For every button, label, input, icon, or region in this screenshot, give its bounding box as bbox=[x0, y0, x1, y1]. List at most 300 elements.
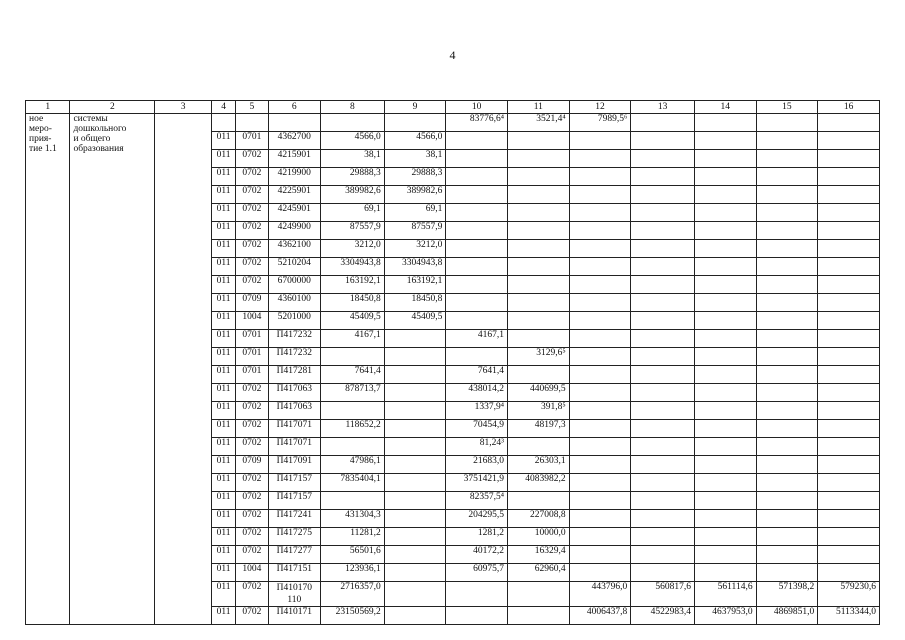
table-cell bbox=[818, 564, 880, 582]
table-cell: 0702 bbox=[236, 258, 268, 276]
table-cell bbox=[631, 240, 695, 258]
table-cell bbox=[569, 366, 631, 384]
table-cell bbox=[384, 402, 446, 420]
table-cell: 391,8⁵ bbox=[508, 402, 570, 420]
table-cell bbox=[818, 384, 880, 402]
table-cell bbox=[384, 528, 446, 546]
table-cell bbox=[569, 150, 631, 168]
table-cell: 3212,0 bbox=[321, 240, 385, 258]
table-cell bbox=[446, 204, 508, 222]
table-cell bbox=[631, 348, 695, 366]
table-cell bbox=[384, 384, 446, 402]
table-cell: 0702 bbox=[236, 204, 268, 222]
table-cell: 82357,5⁴ bbox=[446, 492, 508, 510]
column-header: 1 bbox=[26, 101, 70, 114]
table-cell: 7989,5⁶ bbox=[569, 114, 631, 132]
table-cell: 560817,6 bbox=[631, 582, 695, 607]
table-cell bbox=[631, 168, 695, 186]
table-cell: 69,1 bbox=[321, 204, 385, 222]
table-cell: П417063 bbox=[268, 384, 321, 402]
table-cell: 4362700 bbox=[268, 132, 321, 150]
table-cell bbox=[631, 402, 695, 420]
table-cell: 69,1 bbox=[384, 204, 446, 222]
column-header: 4 bbox=[211, 101, 235, 114]
table-cell bbox=[384, 582, 446, 607]
table-cell: 4225901 bbox=[268, 186, 321, 204]
table-cell: 011 bbox=[211, 492, 235, 510]
table-cell: 440699,5 bbox=[508, 384, 570, 402]
empty-cell bbox=[155, 114, 212, 625]
table-cell bbox=[631, 150, 695, 168]
table-cell: 011 bbox=[211, 222, 235, 240]
table-cell bbox=[508, 438, 570, 456]
table-cell bbox=[694, 240, 756, 258]
table-cell bbox=[756, 222, 818, 240]
table-cell: П417232 bbox=[268, 330, 321, 348]
table-cell bbox=[694, 276, 756, 294]
table-cell: 443796,0 bbox=[569, 582, 631, 607]
table-cell: 4215901 bbox=[268, 150, 321, 168]
table-cell: 10000,0 bbox=[508, 528, 570, 546]
table-cell bbox=[569, 456, 631, 474]
table-cell bbox=[569, 402, 631, 420]
table-cell bbox=[756, 528, 818, 546]
table-cell bbox=[508, 204, 570, 222]
table-cell bbox=[446, 186, 508, 204]
table-cell bbox=[694, 564, 756, 582]
table-cell: 60975,7 bbox=[446, 564, 508, 582]
table-cell bbox=[818, 186, 880, 204]
table-cell: 3751421,9 bbox=[446, 474, 508, 492]
table-cell bbox=[508, 366, 570, 384]
table-cell bbox=[818, 150, 880, 168]
table-cell: 011 bbox=[211, 402, 235, 420]
table-cell: 4245901 bbox=[268, 204, 321, 222]
table-cell bbox=[268, 114, 321, 132]
table-cell bbox=[756, 330, 818, 348]
table-cell: 5210204 bbox=[268, 258, 321, 276]
table-cell: 011 bbox=[211, 204, 235, 222]
table-cell bbox=[756, 456, 818, 474]
table-cell bbox=[631, 564, 695, 582]
table-cell bbox=[631, 474, 695, 492]
table-cell bbox=[694, 546, 756, 564]
table-cell: 83776,6⁴ bbox=[446, 114, 508, 132]
table-cell: 23150569,2 bbox=[321, 607, 385, 625]
table-cell bbox=[694, 258, 756, 276]
table-cell: П417091 bbox=[268, 456, 321, 474]
table-cell bbox=[631, 546, 695, 564]
table-cell: 011 bbox=[211, 384, 235, 402]
table-cell: 011 bbox=[211, 366, 235, 384]
budget-table bbox=[25, 100, 880, 625]
table-cell bbox=[569, 204, 631, 222]
column-header: 16 bbox=[818, 101, 880, 114]
table-cell bbox=[694, 384, 756, 402]
table-cell bbox=[694, 330, 756, 348]
table-cell: 0702 bbox=[236, 402, 268, 420]
table-cell bbox=[211, 114, 235, 132]
column-header: 12 bbox=[569, 101, 631, 114]
table-cell bbox=[569, 330, 631, 348]
table-cell: 62960,4 bbox=[508, 564, 570, 582]
table-cell bbox=[569, 438, 631, 456]
table-cell bbox=[756, 312, 818, 330]
table-cell: 0702 bbox=[236, 240, 268, 258]
column-header: 5 bbox=[236, 101, 268, 114]
table-cell: 6700000 bbox=[268, 276, 321, 294]
table-cell: 7641,4 bbox=[321, 366, 385, 384]
table-cell: 4566,0 bbox=[321, 132, 385, 150]
description-cell: системы дошкольного и общего образования bbox=[70, 114, 155, 625]
table-cell bbox=[631, 366, 695, 384]
table-cell bbox=[631, 528, 695, 546]
table-cell bbox=[756, 258, 818, 276]
table-cell bbox=[694, 528, 756, 546]
table-cell bbox=[818, 348, 880, 366]
table-cell bbox=[756, 294, 818, 312]
table-cell: 3212,0 bbox=[384, 240, 446, 258]
table-cell bbox=[631, 258, 695, 276]
table-cell: 4362100 bbox=[268, 240, 321, 258]
table-cell bbox=[321, 438, 385, 456]
table-cell: 38,1 bbox=[384, 150, 446, 168]
table-cell: 571398,2 bbox=[756, 582, 818, 607]
table-cell: 1281,2 bbox=[446, 528, 508, 546]
table-cell bbox=[569, 258, 631, 276]
table-cell bbox=[384, 510, 446, 528]
table-cell bbox=[569, 420, 631, 438]
table-cell bbox=[818, 114, 880, 132]
table-cell: 1337,9⁴ bbox=[446, 402, 508, 420]
table-cell: 45409,5 bbox=[384, 312, 446, 330]
table-cell: 163192,1 bbox=[321, 276, 385, 294]
table-cell bbox=[818, 168, 880, 186]
table-cell bbox=[569, 510, 631, 528]
table-cell: 389982,6 bbox=[384, 186, 446, 204]
table-cell bbox=[321, 114, 385, 132]
table-cell bbox=[508, 294, 570, 312]
table-cell: 0702 bbox=[236, 276, 268, 294]
table-cell bbox=[694, 168, 756, 186]
table-cell bbox=[569, 222, 631, 240]
table-cell bbox=[569, 384, 631, 402]
table-cell bbox=[631, 204, 695, 222]
table-cell bbox=[631, 330, 695, 348]
table-cell: 0702 bbox=[236, 150, 268, 168]
table-cell bbox=[569, 294, 631, 312]
table-cell bbox=[569, 564, 631, 582]
table-cell bbox=[818, 420, 880, 438]
table-cell bbox=[631, 492, 695, 510]
table-cell bbox=[508, 607, 570, 625]
table-cell: 81,24³ bbox=[446, 438, 508, 456]
table-cell: 87557,9 bbox=[384, 222, 446, 240]
table-cell bbox=[694, 420, 756, 438]
column-header: 8 bbox=[321, 101, 385, 114]
table-cell bbox=[818, 240, 880, 258]
table-cell bbox=[631, 114, 695, 132]
table-cell: 123936,1 bbox=[321, 564, 385, 582]
table-cell bbox=[508, 492, 570, 510]
table-cell bbox=[384, 456, 446, 474]
table-cell bbox=[631, 186, 695, 204]
table-cell: 3521,4⁴ bbox=[508, 114, 570, 132]
table-cell: 431304,3 bbox=[321, 510, 385, 528]
table-row bbox=[26, 114, 880, 132]
table-cell: 011 bbox=[211, 582, 235, 607]
table-cell bbox=[569, 492, 631, 510]
table-cell bbox=[384, 420, 446, 438]
table-cell: П417241 bbox=[268, 510, 321, 528]
table-cell: 7641,4 bbox=[446, 366, 508, 384]
table-cell bbox=[818, 366, 880, 384]
table-cell bbox=[756, 438, 818, 456]
table-cell: П417157 bbox=[268, 492, 321, 510]
table-cell: 011 bbox=[211, 420, 235, 438]
table-cell bbox=[631, 420, 695, 438]
table-cell bbox=[446, 276, 508, 294]
table-cell bbox=[569, 474, 631, 492]
table-cell: П417063 bbox=[268, 402, 321, 420]
table-cell bbox=[756, 402, 818, 420]
table-cell: 011 bbox=[211, 564, 235, 582]
table-cell bbox=[818, 330, 880, 348]
table-cell: 389982,6 bbox=[321, 186, 385, 204]
table-cell: 0702 bbox=[236, 474, 268, 492]
table-cell bbox=[569, 168, 631, 186]
table-cell: 3129,6⁵ bbox=[508, 348, 570, 366]
table-cell bbox=[694, 204, 756, 222]
table-cell bbox=[569, 348, 631, 366]
table-cell: 0701 bbox=[236, 132, 268, 150]
table-cell bbox=[756, 510, 818, 528]
table-cell bbox=[631, 438, 695, 456]
table-cell bbox=[818, 258, 880, 276]
table-cell bbox=[694, 438, 756, 456]
table-cell: П417151 bbox=[268, 564, 321, 582]
table-cell bbox=[384, 114, 446, 132]
table-cell: 0702 bbox=[236, 186, 268, 204]
table-cell bbox=[756, 546, 818, 564]
table-cell bbox=[694, 366, 756, 384]
table-cell bbox=[569, 132, 631, 150]
table-cell bbox=[818, 204, 880, 222]
table-cell: 0702 bbox=[236, 438, 268, 456]
table-cell bbox=[384, 474, 446, 492]
table-cell bbox=[756, 474, 818, 492]
table-cell: 118652,2 bbox=[321, 420, 385, 438]
table-cell: 011 bbox=[211, 510, 235, 528]
table-cell: 29888,3 bbox=[321, 168, 385, 186]
table-cell: 1004 bbox=[236, 564, 268, 582]
table-cell bbox=[818, 456, 880, 474]
table-cell bbox=[756, 492, 818, 510]
table-cell: 87557,9 bbox=[321, 222, 385, 240]
table-cell bbox=[384, 366, 446, 384]
table-cell: 011 bbox=[211, 546, 235, 564]
table-cell bbox=[631, 456, 695, 474]
table-cell: 56501,6 bbox=[321, 546, 385, 564]
table-cell: 48197,3 bbox=[508, 420, 570, 438]
table-cell bbox=[569, 276, 631, 294]
table-cell bbox=[508, 240, 570, 258]
table-cell bbox=[384, 607, 446, 625]
table-cell: 011 bbox=[211, 168, 235, 186]
column-header: 11 bbox=[508, 101, 570, 114]
table-cell bbox=[694, 492, 756, 510]
table-cell bbox=[631, 384, 695, 402]
table-cell bbox=[694, 222, 756, 240]
table-cell: 4167,1 bbox=[321, 330, 385, 348]
table-cell: 7835404,1 bbox=[321, 474, 385, 492]
table-cell: 011 bbox=[211, 456, 235, 474]
table-cell bbox=[756, 348, 818, 366]
table-cell bbox=[508, 582, 570, 607]
table-cell bbox=[694, 402, 756, 420]
table-cell bbox=[756, 114, 818, 132]
table-cell bbox=[756, 366, 818, 384]
table-cell: 011 bbox=[211, 312, 235, 330]
table-cell: 0701 bbox=[236, 330, 268, 348]
table-cell bbox=[631, 312, 695, 330]
table-cell: 438014,2 bbox=[446, 384, 508, 402]
table-cell: 0702 bbox=[236, 420, 268, 438]
table-cell bbox=[446, 607, 508, 625]
table-cell bbox=[446, 132, 508, 150]
table-cell bbox=[694, 474, 756, 492]
table-cell: 011 bbox=[211, 474, 235, 492]
table-cell bbox=[446, 294, 508, 312]
table-cell: 4869851,0 bbox=[756, 607, 818, 625]
table-cell bbox=[508, 168, 570, 186]
table-cell bbox=[508, 312, 570, 330]
table-cell: 18450,8 bbox=[384, 294, 446, 312]
table-cell: 70454,9 bbox=[446, 420, 508, 438]
table-cell: 45409,5 bbox=[321, 312, 385, 330]
column-header: 15 bbox=[756, 101, 818, 114]
table-cell: 0702 bbox=[236, 510, 268, 528]
table-cell: 011 bbox=[211, 528, 235, 546]
table-cell bbox=[446, 168, 508, 186]
table-cell bbox=[694, 132, 756, 150]
table-cell bbox=[446, 582, 508, 607]
table-cell bbox=[508, 330, 570, 348]
table-cell: 26303,1 bbox=[508, 456, 570, 474]
table-cell bbox=[446, 150, 508, 168]
table-cell: П417232 bbox=[268, 348, 321, 366]
table-cell: П417277 bbox=[268, 546, 321, 564]
table-cell bbox=[508, 186, 570, 204]
table-cell: 11281,2 bbox=[321, 528, 385, 546]
table-cell: 4522983,4 bbox=[631, 607, 695, 625]
table-cell: П417157 bbox=[268, 474, 321, 492]
table-cell: 4083982,2 bbox=[508, 474, 570, 492]
table-cell: 4167,1 bbox=[446, 330, 508, 348]
table-cell bbox=[818, 510, 880, 528]
table-cell bbox=[694, 186, 756, 204]
table-cell bbox=[446, 312, 508, 330]
table-cell: 2716357,0 bbox=[321, 582, 385, 607]
table-cell: 011 bbox=[211, 607, 235, 625]
table-cell: 204295,5 bbox=[446, 510, 508, 528]
table-cell: 561114,6 bbox=[694, 582, 756, 607]
table-cell bbox=[446, 240, 508, 258]
table-cell bbox=[384, 564, 446, 582]
column-header: 2 bbox=[70, 101, 155, 114]
table-cell bbox=[756, 240, 818, 258]
table-cell bbox=[818, 312, 880, 330]
table-cell: 011 bbox=[211, 438, 235, 456]
table-cell: 0709 bbox=[236, 456, 268, 474]
table-cell bbox=[508, 276, 570, 294]
table-cell bbox=[818, 528, 880, 546]
table-cell bbox=[384, 348, 446, 366]
table-cell bbox=[818, 276, 880, 294]
table-cell: 4006437,8 bbox=[569, 607, 631, 625]
column-header: 3 bbox=[155, 101, 212, 114]
table-cell: 011 bbox=[211, 294, 235, 312]
table-cell: 0702 bbox=[236, 546, 268, 564]
table-cell: 0709 bbox=[236, 294, 268, 312]
table-cell: 4249900 bbox=[268, 222, 321, 240]
table-cell bbox=[569, 312, 631, 330]
table-cell bbox=[694, 348, 756, 366]
table-cell: 0701 bbox=[236, 348, 268, 366]
table-cell: 878713,7 bbox=[321, 384, 385, 402]
table-cell bbox=[569, 186, 631, 204]
table-cell: 4566,0 bbox=[384, 132, 446, 150]
table-cell bbox=[384, 438, 446, 456]
table-cell bbox=[818, 492, 880, 510]
table-cell bbox=[694, 150, 756, 168]
table-cell: 0702 bbox=[236, 607, 268, 625]
table-cell: П410170 110 bbox=[268, 582, 321, 607]
table-cell: 3304943,8 bbox=[384, 258, 446, 276]
table-cell bbox=[446, 258, 508, 276]
table-cell: 1004 bbox=[236, 312, 268, 330]
table-cell bbox=[694, 456, 756, 474]
table-cell bbox=[694, 294, 756, 312]
table-cell: 011 bbox=[211, 240, 235, 258]
table-cell: 5201000 bbox=[268, 312, 321, 330]
table-cell bbox=[694, 312, 756, 330]
table-cell bbox=[818, 546, 880, 564]
table-cell bbox=[756, 420, 818, 438]
table-cell: 29888,3 bbox=[384, 168, 446, 186]
table-cell: 4637953,0 bbox=[694, 607, 756, 625]
table-cell bbox=[818, 222, 880, 240]
table-cell bbox=[508, 258, 570, 276]
table-cell bbox=[508, 222, 570, 240]
table-cell: 011 bbox=[211, 150, 235, 168]
table-cell bbox=[756, 564, 818, 582]
table-cell bbox=[384, 546, 446, 564]
column-header: 14 bbox=[694, 101, 756, 114]
table-cell: 011 bbox=[211, 276, 235, 294]
table-body bbox=[26, 114, 880, 625]
table-cell: 0702 bbox=[236, 528, 268, 546]
table-cell: 0701 bbox=[236, 366, 268, 384]
table-cell bbox=[321, 402, 385, 420]
table-cell bbox=[236, 114, 268, 132]
page-number: 4 bbox=[449, 48, 456, 62]
table-cell: 18450,8 bbox=[321, 294, 385, 312]
table-cell: П410171 bbox=[268, 607, 321, 625]
table-cell bbox=[756, 276, 818, 294]
column-header: 9 bbox=[384, 101, 446, 114]
table-cell: П417071 bbox=[268, 438, 321, 456]
